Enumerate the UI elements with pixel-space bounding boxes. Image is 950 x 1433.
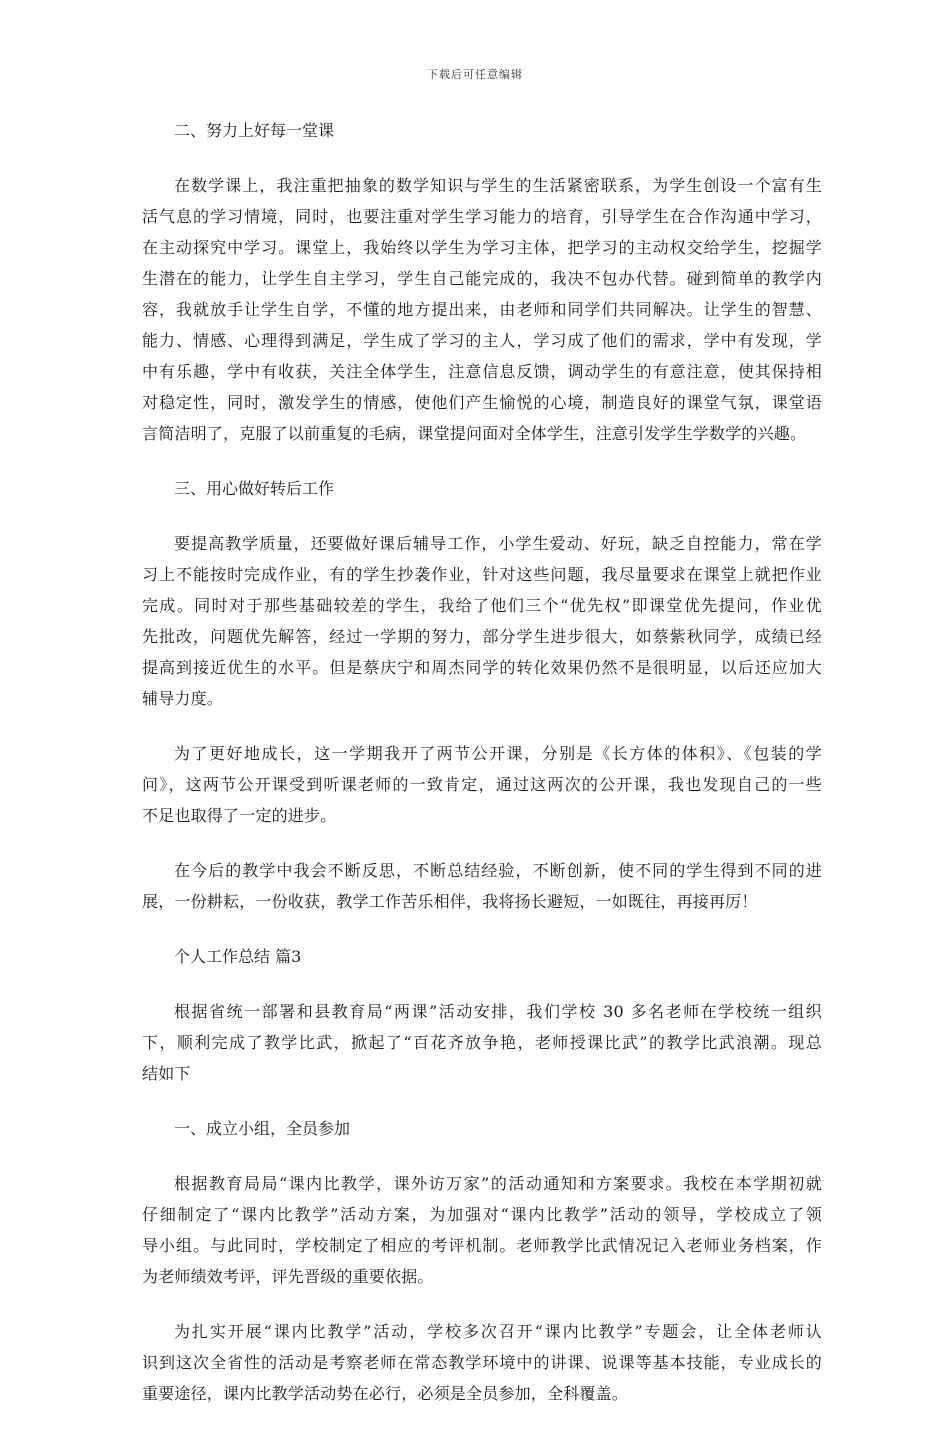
paragraph	[142, 855, 822, 917]
paragraph-line: 中有乐趣，学中有收获，关注全体学生，注意信息反馈，调动学生的有意注意，使其保持相	[142, 362, 822, 381]
paragraph	[142, 528, 822, 714]
paragraph	[142, 170, 822, 449]
paragraph-line: 为扎实开展“课内比教学”活动，学校多次召开“课内比教学”专题会，让全体老师认	[174, 1322, 822, 1341]
paragraph-line: 提高到接近优生的水平。但是蔡庆宁和周杰同学的转化效果仍然不是很明显，以后还应加大	[142, 658, 822, 677]
document-body	[142, 115, 822, 1433]
paragraph-line: 根据教育局局“课内比教学，课外访万家”的活动通知和方案要求。我校在本学期初就	[174, 1174, 822, 1193]
page-header-note: 下载后可任意编辑	[427, 68, 523, 81]
paragraph	[142, 1168, 822, 1292]
paragraph-line: 对稳定性，同时，激发学生的情感，使他们产生愉悦的心境，制造良好的课堂气氛，课堂语	[142, 393, 822, 412]
paragraph-line: 为老师绩效考评，评先晋级的重要依据。	[142, 1267, 434, 1286]
paragraph-line: 在主动探究中学习。课堂上，我始终以学生为学习主体，把学习的主动权交给学生，挖掘学	[142, 238, 822, 257]
paragraph-line: 言简洁明了，克服了以前重复的毛病，课堂提问面对全体学生，注意引发学生学数学的兴趣。	[142, 424, 807, 443]
paragraph-line: 在今后的教学中我会不断反思，不断总结经验，不断创新，使不同的学生得到不同的进	[174, 861, 822, 880]
paragraph-line: 完成。同时对于那些基础较差的学生，我给了他们三个“优先权”即课堂优先提问，作业优	[142, 596, 822, 615]
section-heading: 三、用心做好转后工作	[174, 479, 335, 498]
paragraph-line: 习上不能按时完成作业，有的学生抄袭作业，针对这些问题，我尽量要求在课堂上就把作业	[142, 565, 822, 584]
paragraph-line: 辅导力度。	[142, 689, 224, 708]
paragraph-line: 导小组。与此同时，学校制定了相应的考评机制。老师教学比武情况记入老师业务档案，作	[142, 1236, 822, 1255]
paragraph-line: 结如下	[142, 1064, 191, 1083]
paragraph-line: 活气息的学习情境，同时，也要注重对学生学习能力的培育，引导学生在合作沟通中学习，	[142, 207, 822, 226]
paragraph	[142, 738, 822, 831]
paragraph	[142, 1316, 822, 1409]
paragraph-line: 在数学课上，我注重把抽象的数学知识与学生的生活紧密联系，为学生创设一个富有生	[174, 176, 822, 195]
paragraph-line: 不足也取得了一定的进步。	[142, 806, 337, 825]
paragraph-line: 根据省统一部署和县教育局“两课”活动安排，我们学校 30 多名老师在学校统一组织	[174, 1002, 822, 1021]
paragraph-line: 仔细制定了“课内比教学”活动方案，为加强对“课内比教学”活动的领导，学校成立了领	[142, 1205, 822, 1224]
paragraph-line: 重要途径，课内比教学活动势在必行，必须是全员参加，全科覆盖。	[142, 1384, 629, 1403]
paragraph-line: 要提高教学质量，还要做好课后辅导工作，小学生爱动、好玩，缺乏自控能力，常在学	[174, 534, 822, 553]
paragraph-line: 能力、情感、心理得到满足，学生成了学习的主人，学习成了他们的需求，学中有发现，学	[142, 331, 822, 350]
paragraph-line: 为了更好地成长，这一学期我开了两节公开课，分别是《长方体的体积》、《包装的学	[174, 744, 822, 763]
paragraph-line: 先批改，问题优先解答，经过一学期的努力，部分学生进步很大，如蔡紫秋同学，成绩已经	[142, 627, 822, 646]
paragraph-line: 展，一份耕耘，一份收获，教学工作苦乐相伴，我将扬长避短，一如既往，再接再厉！	[142, 892, 758, 911]
section-heading: 一、成立小组，全员参加	[174, 1119, 351, 1138]
paragraph	[142, 996, 822, 1089]
paragraph-line: 容，我就放手让学生自学，不懂的地方提出来，由老师和同学们共同解决。让学生的智慧、	[142, 300, 822, 319]
section-heading: 二、努力上好每一堂课	[174, 121, 335, 140]
section-heading: 个人工作总结 篇3	[174, 947, 302, 966]
paragraph-line: 下，顺利完成了教学比武，掀起了“百花齐放争艳，老师授课比武”的教学比武浪潮。现总	[142, 1033, 822, 1052]
paragraph-line: 问》，这两节公开课受到听课老师的一致肯定，通过这两次的公开课，我也发现自己的一些	[142, 775, 822, 794]
paragraph-line: 识到这次全省性的活动是考察老师在常态教学环境中的讲课、说课等基本技能，专业成长的	[142, 1353, 822, 1372]
paragraph-line: 生潜在的能力，让学生自主学习，学生自己能完成的，我决不包办代替。碰到简单的教学内	[142, 269, 822, 288]
